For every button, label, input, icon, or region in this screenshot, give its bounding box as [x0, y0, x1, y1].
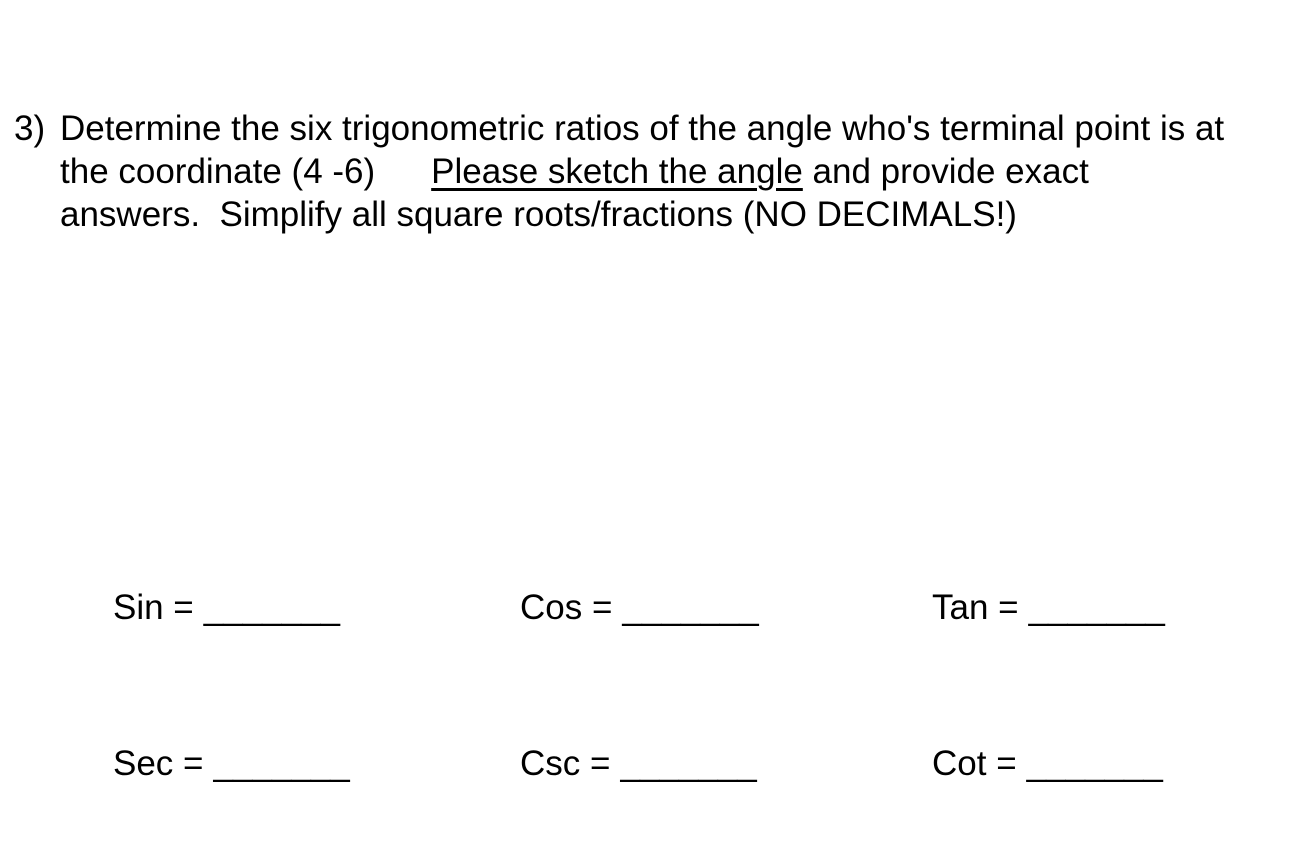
problem-number: 3) — [14, 109, 46, 148]
answer-row-2 — [0, 742, 1293, 792]
sketch-instruction-underline: Please sketch the angle — [431, 152, 803, 191]
tan-field — [932, 586, 1165, 629]
problem-line-2-end: and provide exact — [802, 152, 1089, 191]
answer-row-1 — [0, 586, 1293, 636]
problem-text — [60, 107, 1224, 236]
problem-line-2-start: the coordinate (4 -6) — [60, 152, 376, 191]
csc-label: Csc = — [520, 744, 611, 783]
cot-field — [932, 742, 1163, 785]
cos-field — [520, 586, 759, 629]
cos-label: Cos = — [520, 588, 613, 627]
sin-blank-line[interactable]: _______ — [203, 588, 341, 627]
csc-field — [520, 742, 757, 785]
cos-blank-line[interactable]: _______ — [622, 588, 759, 627]
tan-blank-line[interactable]: _______ — [1028, 588, 1165, 627]
problem-line-3: answers. Simplify all square roots/fractions (NO DECIMALS!) — [60, 195, 1017, 234]
sin-label: Sin = — [113, 588, 194, 627]
cot-label: Cot = — [932, 744, 1017, 783]
tan-label: Tan = — [932, 588, 1019, 627]
sin-field — [113, 586, 340, 629]
sec-field — [113, 742, 350, 785]
sec-blank-line[interactable]: _______ — [213, 744, 350, 783]
cot-blank-line[interactable]: _______ — [1026, 744, 1163, 783]
problem-3 — [14, 107, 1224, 236]
sec-label: Sec = — [113, 744, 204, 783]
csc-blank-line[interactable]: _______ — [620, 744, 757, 783]
problem-line-1: Determine the six trigonometric ratios of the angle who's terminal point is at — [60, 109, 1225, 148]
problem-line-2 — [60, 150, 1224, 193]
